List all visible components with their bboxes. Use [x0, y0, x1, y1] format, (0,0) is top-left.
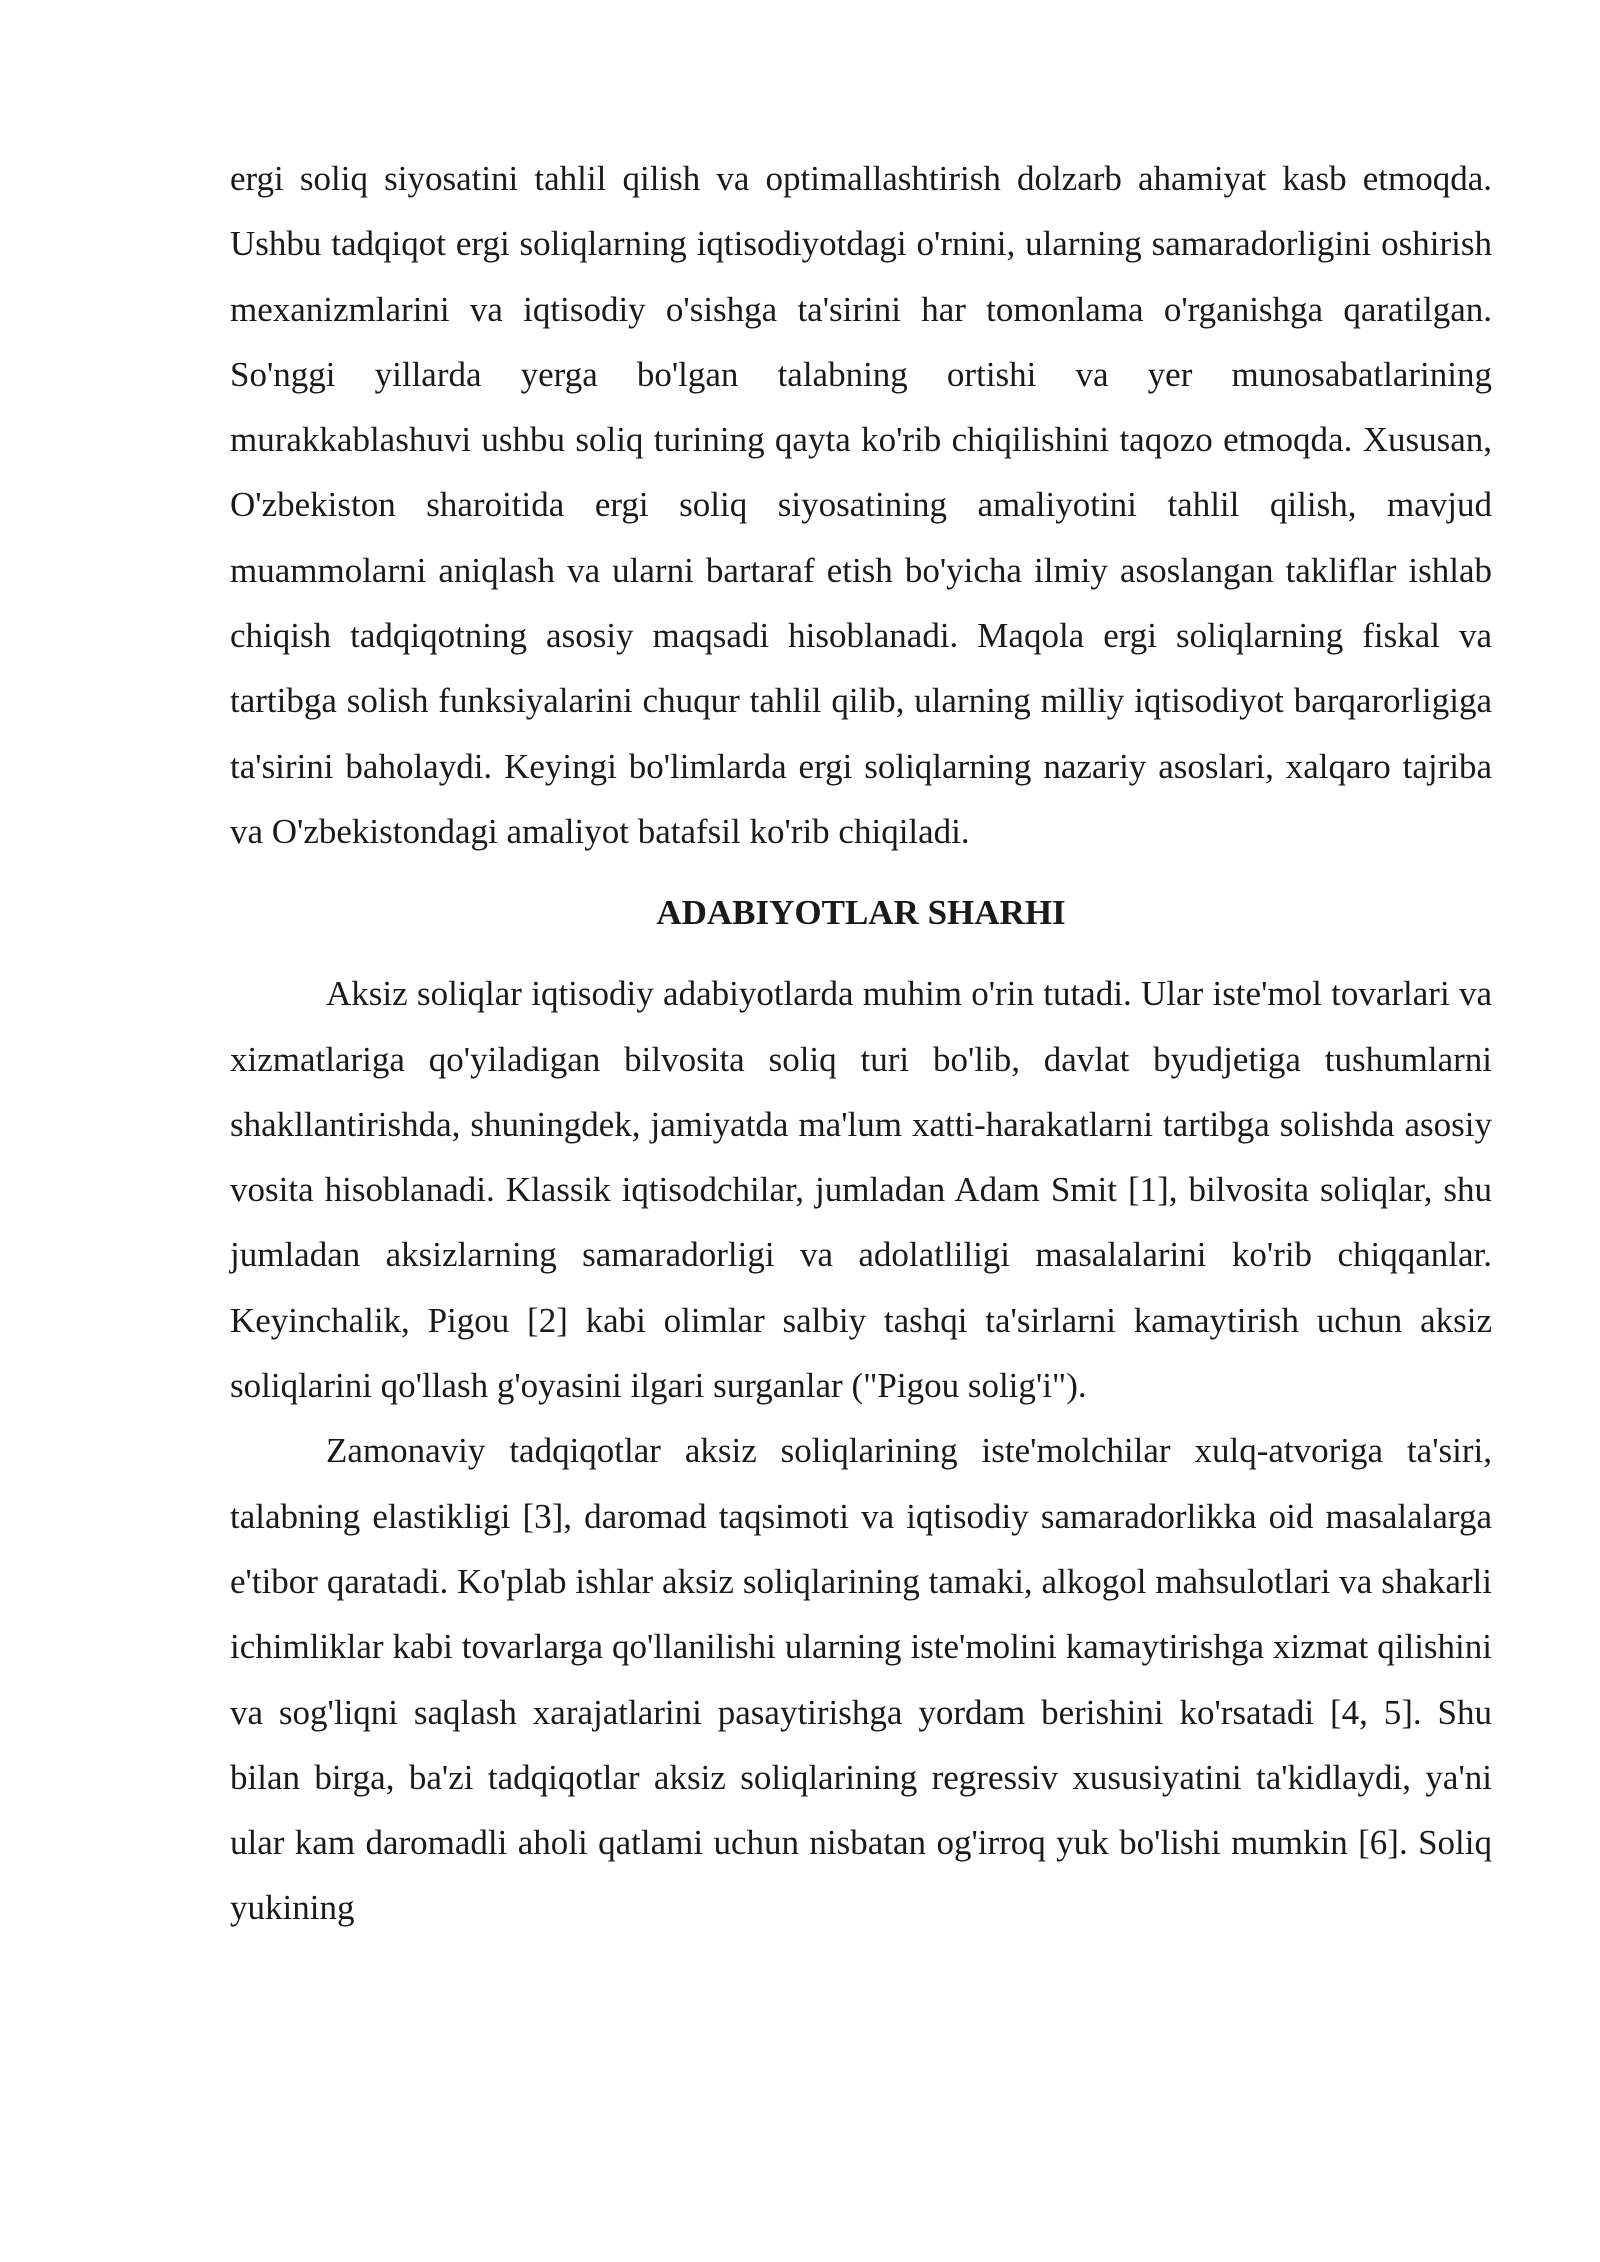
body-paragraph-1: Aksiz soliqlar iqtisodiy adabiyotlarda muhim o'rin tutadi. Ular iste'mol tovarlari va xizmatlariga qo'yiladigan bilvosita soliq turi bo'lib, davlat byudjetiga tushumlarni shakllantirishda, shuningdek, jamiyatda ma'lum xatti-harakatlarni tartibga solishda asosiy vosita hisoblanadi. Klassik iqtisodchilar, jumladan Adam Smit [1], bilvosita soliqlar, shu jumladan aksizlarning samaradorligi va adolatliligi masalalarini ko'rib chiqqanlar. Keyinchalik, Pigou [2] kabi olimlar salbiy tashqi ta'sirlarni kamaytirish uchun aksiz soliqlarini qo'llash g'oyasini ilgari surganlar ("Pigou solig'i"). [230, 974, 1492, 1406]
intro-paragraph: ergi soliq siyosatini tahlil qilish va optimallashtirish dolzarb ahamiyat kasb etmoqda. Ushbu tadqiqot ergi soliqlarning iqtisodiyotdagi o'rnini, ularning samaradorligini oshirish mexanizmlarini va iqtisodiy o'sishga ta'sirini har tomonlama o'rganishga qaratilgan. So'nggi yillarda yerga bo'lgan talabning ortishi va yer munosabatlarining murakkablashuvi ushbu soliq turining qayta ko'rib chiqilishini taqozo etmoqda. Xususan, O'zbekiston sharoitida ergi soliq siyosatining amaliyotini tahlil qilish, mavjud muammolarni aniqlash va ularni bartaraf etish bo'yicha ilmiy asoslangan takliflar ishlab chiqish tadqiqotning asosiy maqsadi hisoblanadi. Maqola ergi soliqlarning fiskal va tartibga solish funksiyalarini chuqur tahlil qilib, ularning milliy iqtisodiyot barqarorligiga ta'sirini baholaydi. Keyingi bo'limlarda ergi soliqlarning nazariy asoslari, xalqaro tajriba va O'zbekistondagi amaliyot batafsil ko'rib chiqiladi. [230, 159, 1492, 851]
body-paragraph-2: Zamonaviy tadqiqotlar aksiz soliqlarining iste'molchilar xulq-atvoriga ta'siri, talabning elastikligi [3], daromad taqsimoti va iqtisodiy samaradorlikka oid masalalarga e'tibor qaratadi. Ko'plab ishlar aksiz soliqlarining tamaki, alkogol mahsulotlari va shakarli ichimliklar kabi tovarlarga qo'llanilishi ularning iste'molini kamaytirishga xizmat qilishini va sog'liqni saqlash xarajatlarini pasaytirishga yordam berishini ko'rsatadi [4, 5]. Shu bilan birga, ba'zi tadqiqotlar aksiz soliqlarining regressiv xususiyatini ta'kidlaydi, ya'ni ular kam daromadli aholi qatlami uchun nisbatan og'irroq yuk bo'lishi mumkin [6]. Soliq yukining [230, 1431, 1492, 1928]
section-heading: ADABIYOTLAR SHARHI [656, 893, 1066, 933]
document-page [230, 146, 1492, 1941]
